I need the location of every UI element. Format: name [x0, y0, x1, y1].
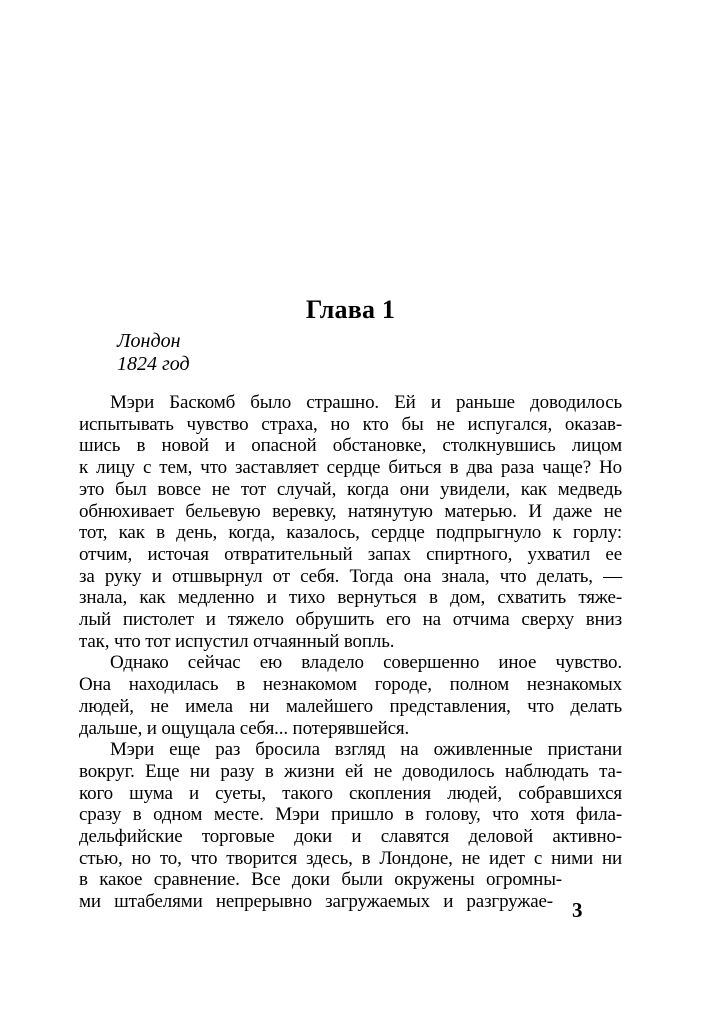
- text-line: Однако сейчас ею владело совершенно иное чувство.: [110, 652, 622, 674]
- text-line: Мэри Баскомб было страшно. Ей и раньше доводилось: [110, 392, 622, 413]
- epigraph-place: Лондон: [117, 330, 181, 352]
- text-line: это был вовсе не тот случай, когда они увидели, как медведь: [79, 478, 622, 500]
- text-line: в какое сравнение. Все доки были окружены огромны-: [79, 869, 562, 891]
- page-number: 3: [572, 898, 583, 922]
- text-line: сразу в одном месте. Мэри пришло в голову, что хотя фила-: [79, 804, 622, 826]
- text-line: к лицу с тем, что заставляет сердце биться в два раза чаще? Но: [79, 457, 622, 479]
- text-line: тот, как в день, когда, казалось, сердце подпрыгнуло к горлу:: [79, 522, 622, 544]
- text-line: Мэри еще раз бросила взгляд на оживленные пристани: [110, 739, 622, 761]
- epigraph-year: 1824 год: [117, 353, 190, 375]
- chapter-epigraph: [117, 330, 190, 376]
- text-line: дельфийские торговые доки и славятся деловой активно-: [79, 826, 622, 848]
- text-line: ми штабелями непрерывно загружаемых и разгружае-: [79, 891, 553, 913]
- text-line: обнюхивает бельевую веревку, натянутую матерью. И даже не: [79, 500, 622, 522]
- text-line: испытывать чувство страха, но кто бы не испугался, оказав-: [79, 413, 622, 435]
- text-line: знала, как медленно и тихо вернуться в дом, схватить тяже-: [79, 587, 622, 609]
- text-line: за руку и отшвырнул от себя. Тогда она знала, что делать, —: [79, 565, 622, 587]
- chapter-text: [79, 392, 622, 913]
- text-line: шись в новой и опасной обстановке, столкнувшись лицом: [79, 435, 622, 457]
- text-line: Она находилась в незнакомом городе, полном незнакомых: [79, 674, 622, 696]
- chapter-title: Глава 1: [305, 295, 396, 324]
- text-line: кого шума и суеты, такого скопления людей, собравшихся: [79, 782, 622, 804]
- text-line: так, что тот испустил отчаянный вопль.: [79, 630, 395, 652]
- text-line: вокруг. Еще ни разу в жизни ей не доводилось наблюдать та-: [79, 760, 622, 782]
- text-line: людей, не имела ни малейшего представления, что делать: [79, 695, 622, 717]
- text-line: лый пистолет и тяжело обрушить его на отчима сверху вниз: [79, 609, 622, 631]
- text-line: стью, но то, что творится здесь, в Лондоне, не идет с ними ни: [79, 847, 622, 869]
- text-line: дальше, и ощущала себя... потерявшейся.: [79, 717, 410, 739]
- text-line: отчим, источая отвратительный запах спиртного, ухватил ее: [79, 543, 622, 565]
